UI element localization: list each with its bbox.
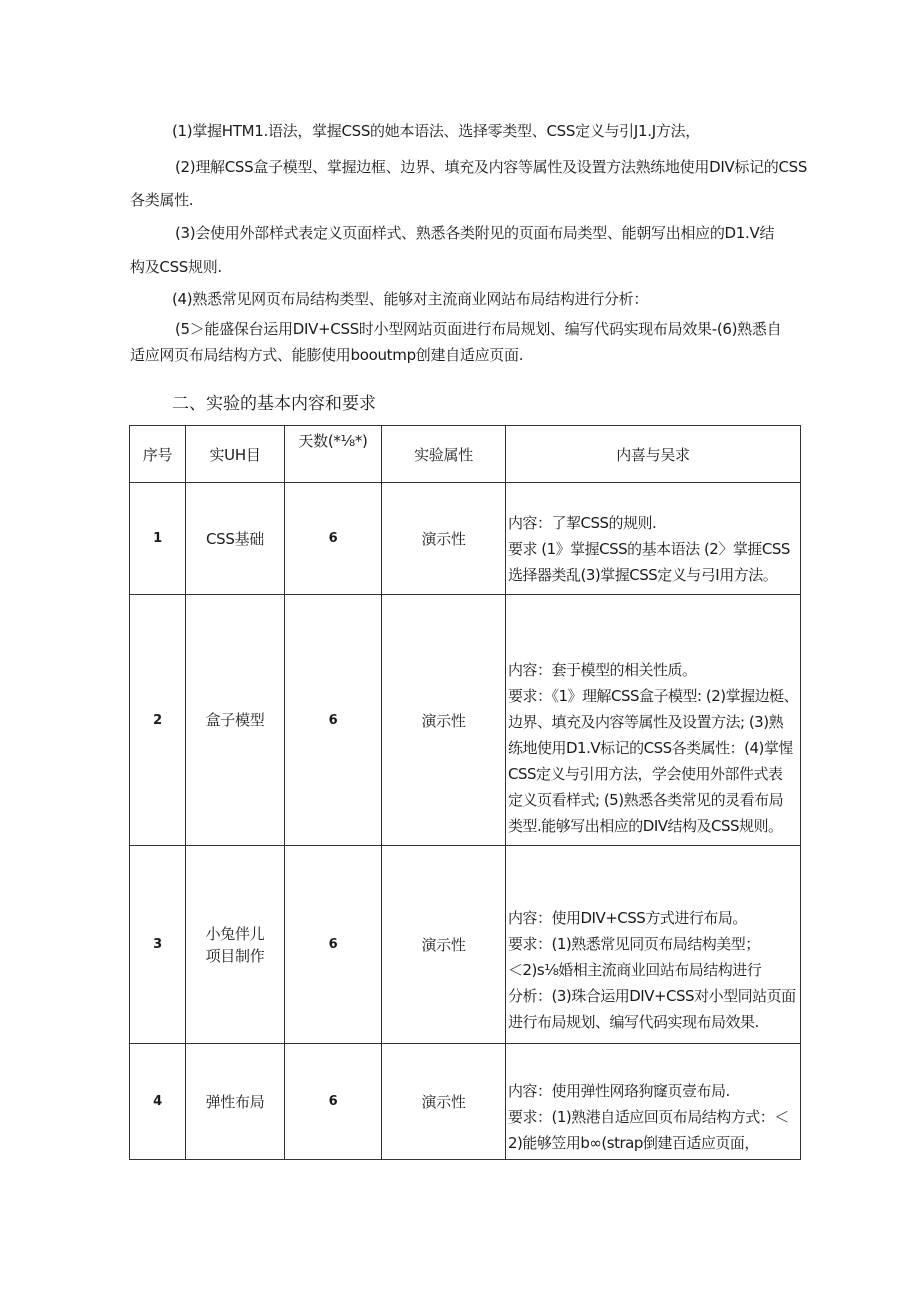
header-attr: 实验属性 [382,426,506,483]
content-line: 类型.能够写出相应的DIV结构及CSS规则。 [508,817,783,835]
row-seq: 1 [130,483,186,595]
objective-line-6: (4)熟悉常见网页布局结构类型、能够对主流商业网站布局结构进行分析： [172,290,649,308]
row-name [186,483,285,595]
content-line: 要求：《1》理解CSS盒子模型: (2)掌握边梃、 [508,687,799,705]
row-days: 6 [285,483,382,595]
objective-line-7: (5＞能盛保台运用DIV+CSS时小型网站页面进行布局规划、编写代码实现布局效果-(6)熟悉自 [175,320,782,338]
content-line: 选择器类乱(3)掌握CSS定义与弓I用方法。 [508,565,778,584]
content-line: 内容：使用DIV+CSS方式进行布局。 [508,908,747,927]
table-row [130,483,801,595]
row-name-line: 盒子模型 [205,711,265,729]
row-content [506,483,801,595]
row-seq: 2 [130,595,186,846]
header-days: 天数(*⅛*) [285,426,382,483]
row-days: 6 [285,1044,382,1160]
row-content [506,595,801,846]
experiment-table [129,425,801,1160]
content-line: 边界、填充及内容等属性及设置方法; (3)熟 [508,713,784,731]
row-name-line: 小兔伴儿 [205,924,265,943]
row-seq: 3 [130,846,186,1044]
header-seq: 序号 [130,426,186,483]
row-name-line: CSS基础 [205,529,265,548]
content-line: 2)能够笠用b∞(strap倒建百适应页面， [508,1133,759,1152]
row-content [506,846,801,1044]
objective-line-1: (1)掌握HTM1.语法，掌握CSS的她本语法、选择零类型、CSS定义与引J1.J方法， [172,122,700,140]
row-name [186,846,285,1044]
table-header-row [130,426,801,483]
objective-line-4: (3)会使用外部样式表定义页面样式、熟悉各类附见的页面布局类型、能朝写出相应的D1.V结 [175,224,775,242]
header-req: 内喜与吴求 [506,426,801,483]
row-name-line: 项目制作 [205,946,265,965]
content-line: 内容：了挈CSS的规则. [508,513,657,532]
content-line: 分析：(3)珠合运用DIV+CSS对小型同站页面 [508,986,796,1005]
row-days: 6 [285,846,382,1044]
content-line: 内容：使用弹性网珞狗窿页壹布局. [508,1081,730,1100]
row-attr: 演示性 [382,595,506,846]
row-content [506,1044,801,1160]
content-line: ＜2)s⅛婚相主流商业回站布局结构进行 [508,960,762,979]
objective-line-3: 各类属性. [130,191,194,209]
objective-line-5: 构及CSS规则. [130,258,222,276]
content-line: 定义页看样式; (5)熟悉各类常见的灵看布局 [508,791,784,809]
row-attr: 演示性 [382,483,506,595]
table-row [130,595,801,846]
content-line: 练地使用D1.V标记的CSS各类属性：(4)掌惺 [508,739,793,757]
row-seq: 4 [130,1044,186,1160]
row-name-line: 弹性布局 [205,1092,265,1111]
row-attr: 演示性 [382,846,506,1044]
objective-line-8: 适应网页布局结构方式、能膨使用booutmp创建自适应页面. [130,346,524,364]
content-line: 要求：(1)熟悉常见同页布局结构美型； [508,934,760,953]
content-line: 进行布局规划、编写代码实现布局效果. [508,1012,759,1031]
table-row [130,846,801,1044]
content-line: 内容：套于模型的相关性质。 [508,661,697,679]
row-name [186,595,285,846]
content-line: CSS定义与引用方法，学会使用外部件式表 [508,765,783,783]
row-days: 6 [285,595,382,846]
content-line: 要求：(1)熟港自适应回页布局结构方式：＜ [508,1107,789,1126]
content-line: 要求 (1》掌握CSS的基本语法 (2〉掌捱CSS [508,539,790,558]
section-title: 二、实验的基本内容和要求 [172,394,376,414]
row-name [186,1044,285,1160]
header-item: 实UH目 [186,426,285,483]
objective-line-2: (2)理解CSS盒子模型、掌握边框、边界、填充及内容等属性及设置方法熟练地使用DIV标记的CSS [175,158,808,176]
row-attr: 演示性 [382,1044,506,1160]
table-row [130,1044,801,1160]
